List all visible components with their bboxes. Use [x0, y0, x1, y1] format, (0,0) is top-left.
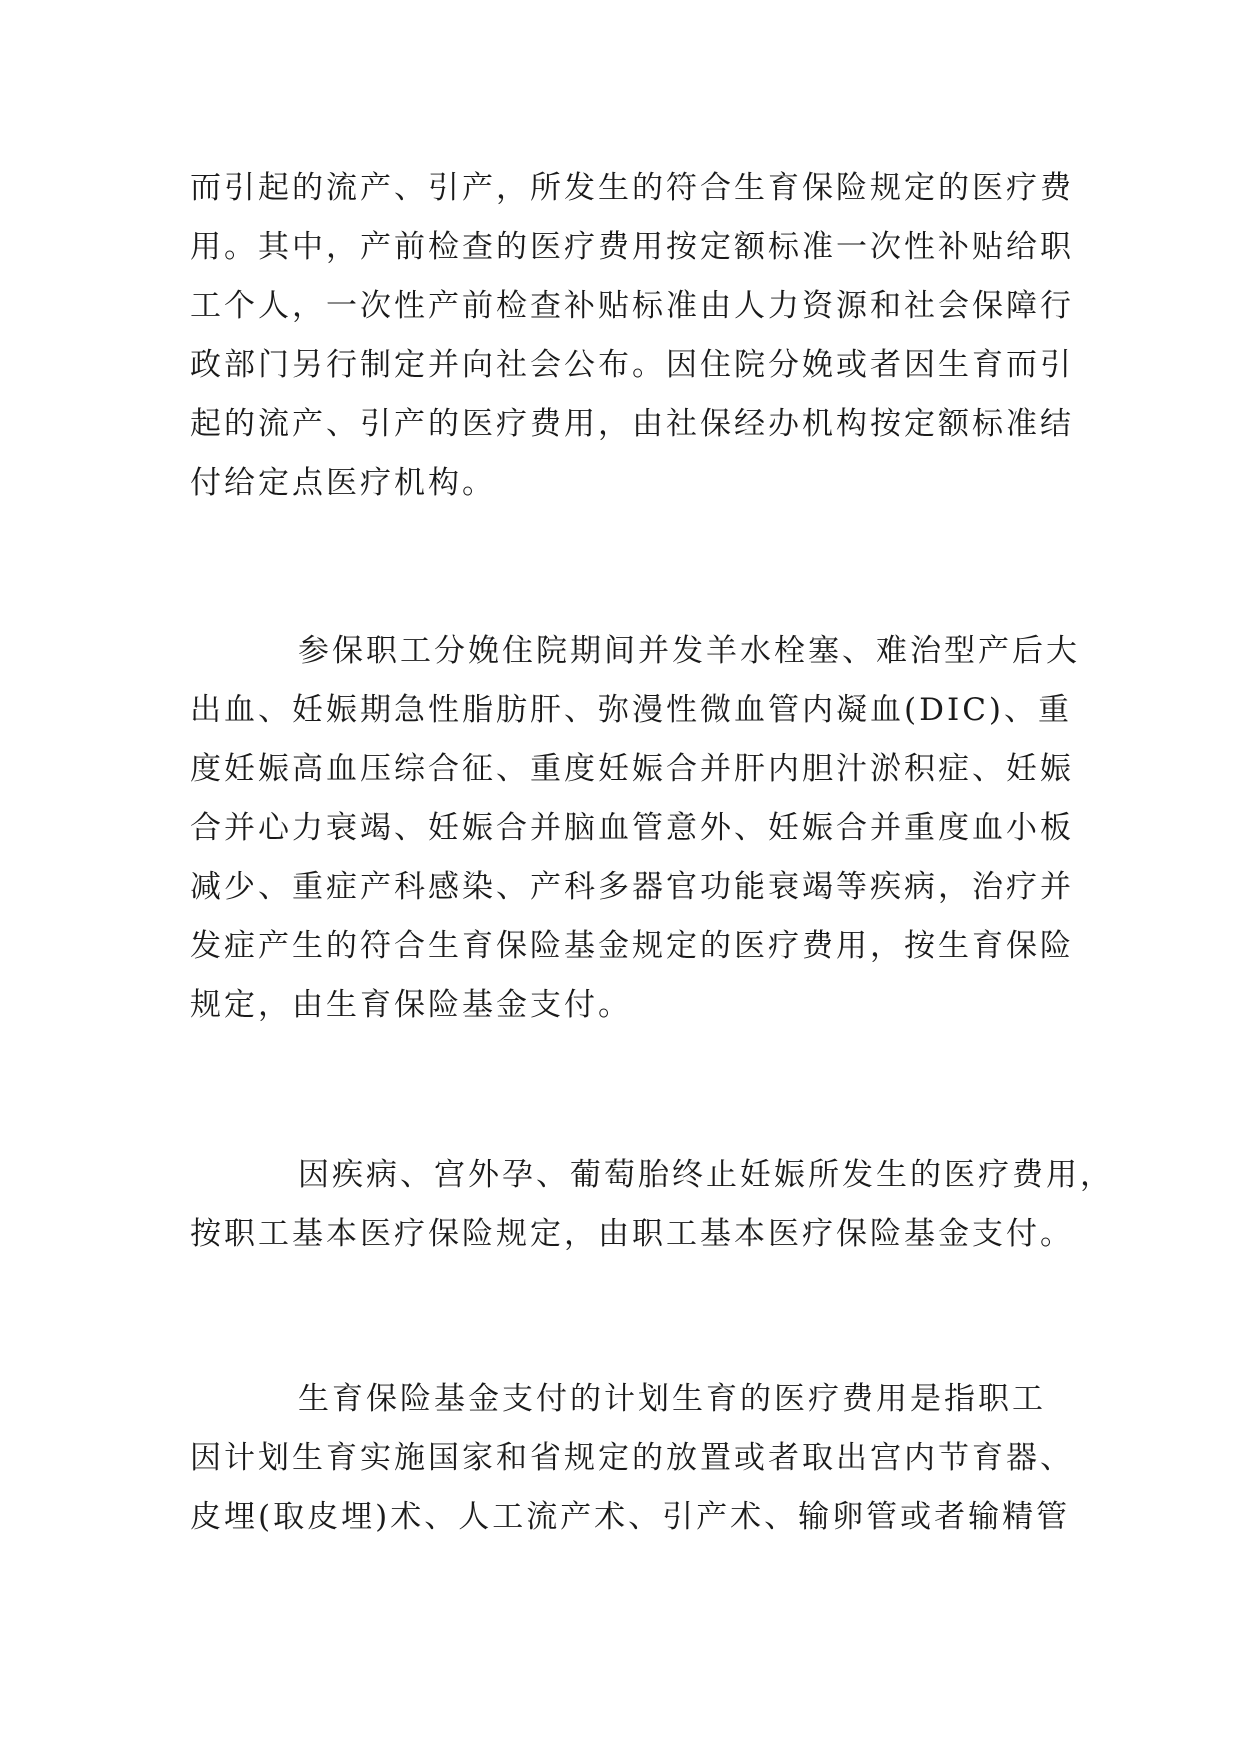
paragraph-complications: [190, 622, 1080, 1035]
text-line: 规定，由生育保险基金支付。: [190, 987, 632, 1023]
text-line: 度妊娠高血压综合征、重度妊娠合并肝内胆汁淤积症、妊娠: [190, 751, 1074, 787]
text-line: 出血、妊娠期急性脂肪肝、弥漫性微血管内凝血(DIC)、重: [190, 692, 1073, 728]
text-line: 因疾病、宫外孕、葡萄胎终止妊娠所发生的医疗费用，: [298, 1157, 1114, 1193]
paragraph-continuation: [190, 159, 1074, 513]
text-line: 起的流产、引产的医疗费用，由社保经办机构按定额标准结: [190, 406, 1074, 442]
text-line: 按职工基本医疗保险规定，由职工基本医疗保险基金支付。: [190, 1216, 1074, 1252]
text-line: 减少、重症产科感染、产科多器官功能衰竭等疾病，治疗并: [190, 869, 1074, 905]
text-line: 皮埋(取皮埋)术、人工流产术、引产术、输卵管或者输精管: [190, 1499, 1071, 1535]
paragraph-termination: [190, 1146, 1114, 1264]
text-line: 而引起的流产、引产，所发生的符合生育保险规定的医疗费: [190, 170, 1074, 206]
text-line: 因计划生育实施国家和省规定的放置或者取出宫内节育器、: [190, 1440, 1074, 1476]
text-line: 付给定点医疗机构。: [190, 465, 496, 501]
paragraph-family-planning: [190, 1370, 1074, 1547]
text-line: 发症产生的符合生育保险基金规定的医疗费用，按生育保险: [190, 928, 1074, 964]
text-line: 工个人，一次性产前检查补贴标准由人力资源和社会保障行: [190, 288, 1074, 324]
text-line: 合并心力衰竭、妊娠合并脑血管意外、妊娠合并重度血小板: [190, 810, 1074, 846]
text-line: 用。其中，产前检查的医疗费用按定额标准一次性补贴给职: [190, 229, 1074, 265]
text-line: 政部门另行制定并向社会公布。因住院分娩或者因生育而引: [190, 347, 1074, 383]
text-line: 参保职工分娩住院期间并发羊水栓塞、难治型产后大: [298, 633, 1080, 669]
text-line: 生育保险基金支付的计划生育的医疗费用是指职工: [298, 1381, 1046, 1417]
